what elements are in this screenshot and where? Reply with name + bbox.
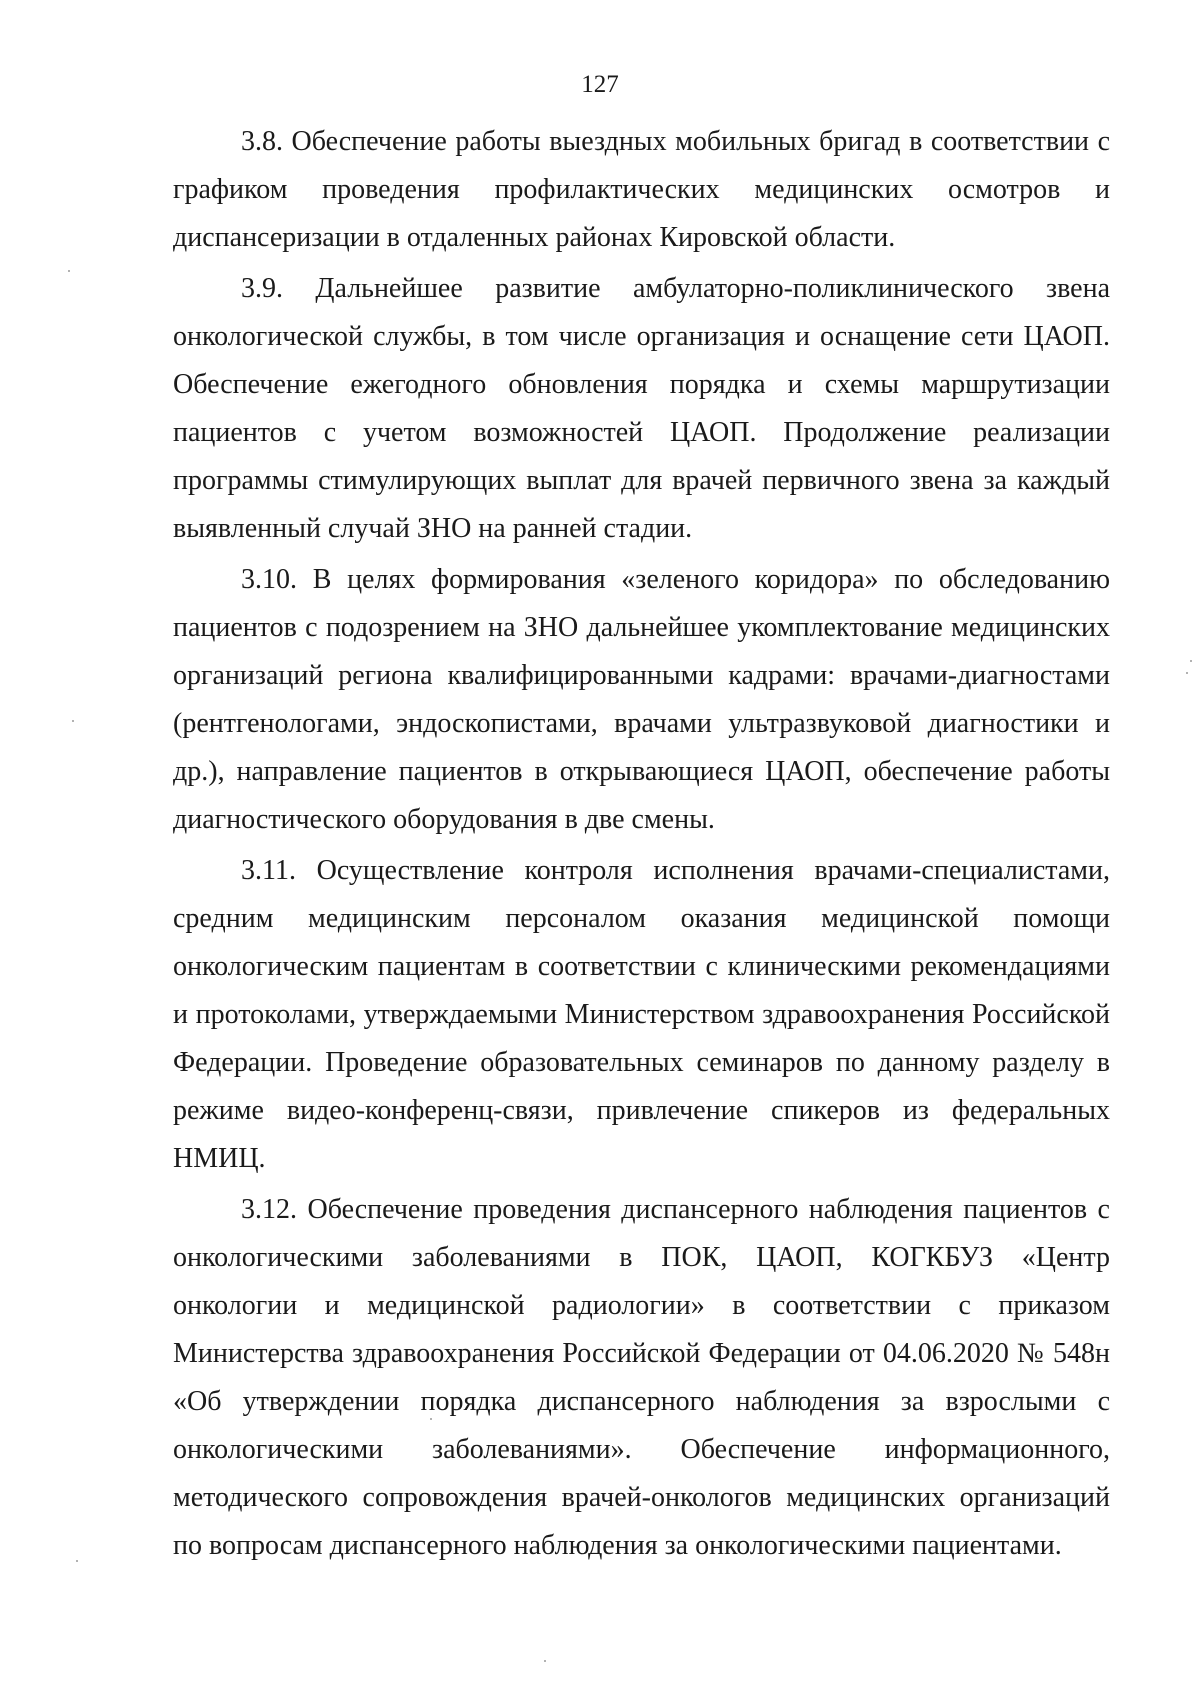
paragraph-3-9: 3.9. Дальнейшее развитие амбулаторно-поликлинического звена онкологической службы, в том числе организация и оснащение сети ЦАОП. Обеспечение ежегодного обновления порядка и схемы маршрутизации пациентов с учетом возможностей ЦАОП. Продолжение реализации программы стимулирующих выплат для врачей первичного звена за каждый выявленный случай ЗНО на ранней стадии. — [173, 273, 1110, 544]
paragraph-3-8: 3.8. Обеспечение работы выездных мобильных бригад в соответствии с графиком проведения профилактических медицинских осмотров и диспансеризации в отдаленных районах Кировской области. — [173, 126, 1110, 253]
scan-speck — [1186, 672, 1188, 674]
scan-speck — [1190, 660, 1192, 662]
page-number: 127 — [581, 71, 619, 98]
scan-speck — [72, 720, 74, 722]
paragraph-3-11: 3.11. Осуществление контроля исполнения врачами-специалистами, средним медицинским персоналом оказания медицинской помощи онкологическим пациентам в соответствии с клиническими рекомендациями и протоколами, утверждаемыми Министерством здравоохранения Российской Федерации. Проведение образовательных семинаров по данному разделу в режиме видео-конференц-связи, привлечение спикеров из федеральных НМИЦ. — [173, 855, 1110, 1174]
scan-speck — [430, 1418, 432, 1420]
paragraph-3-12: 3.12. Обеспечение проведения диспансерного наблюдения пациентов с онкологическими заболеваниями в ПОК, ЦАОП, КОГКБУЗ «Центр онкологии и медицинской радиологии» в соответствии с приказом Министерства здравоохранения Российской Федерации от 04.06.2020 № 548н «Об утверждении порядка диспансерного наблюдения за взрослыми с онкологическими заболеваниями». Обеспечение информационного, методического сопровождения врачей-онкологов медицинских организаций по вопросам диспансерного наблюдения за онкологическими пациентами. — [173, 1194, 1110, 1561]
paragraph-3-10: 3.10. В целях формирования «зеленого коридора» по обследованию пациентов с подозрением на ЗНО дальнейшее укомплектование медицинских организаций региона квалифицированными кадрами: врачами-диагностами (рентгенологами, эндоскопистами, врачами ультразвуковой диагностики и др.), направление пациентов в открывающиеся ЦАОП, обеспечение работы диагностического оборудования в две смены. — [173, 564, 1110, 835]
document-body — [173, 118, 1110, 1573]
scan-speck — [76, 1560, 78, 1562]
scan-speck — [544, 1660, 546, 1662]
scan-speck — [68, 270, 70, 272]
